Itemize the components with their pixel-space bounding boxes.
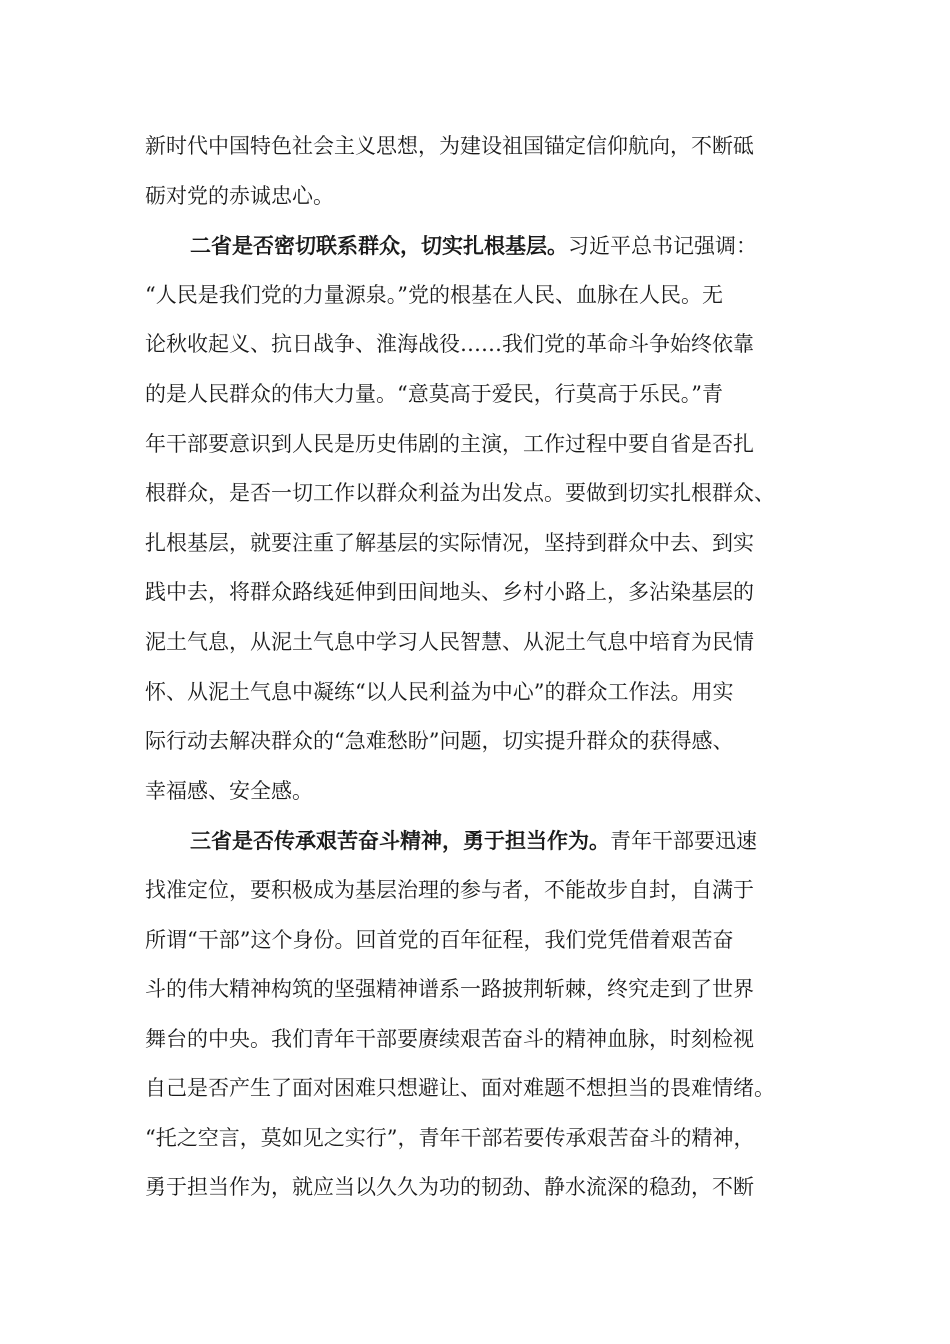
- line-text: 勇于担当作为，就应当以久久为功的韧劲、静水流深的稳劲，不断: [145, 1175, 754, 1200]
- line-text: 所谓“干部”这个身份。回首党的百年征程，我们党凭借着艰苦奋: [145, 927, 734, 952]
- line-text: 论秋收起义、抗日战争、淮海战役……我们党的革命斗争始终依靠: [145, 332, 754, 357]
- line-text: 扎根基层，就要注重了解基层的实际情况，坚持到群众中去、到实: [145, 530, 754, 555]
- line-text: 砺对党的赤诚忠心。: [145, 183, 334, 208]
- paragraph-heading: 三省是否传承艰苦奋斗精神，勇于担当作为。: [190, 828, 610, 854]
- text-line: [145, 172, 815, 222]
- text-line: [145, 271, 815, 321]
- line-text: 斗的伟大精神构筑的坚强精神谱系一路披荆斩棘，终究走到了世界: [145, 977, 754, 1002]
- text-line: [145, 320, 815, 370]
- paragraph-heading: 二省是否密切联系群众，切实扎根基层。: [190, 233, 568, 259]
- text-line: [145, 519, 815, 569]
- line-text: 自己是否产生了面对困难只想避让、面对难题不想担当的畏难情绪。: [145, 1076, 775, 1101]
- body-text: [145, 122, 815, 1213]
- text-line: [145, 668, 815, 718]
- line-text: 根群众，是否一切工作以群众利益为出发点。要做到切实扎根群众、: [145, 481, 775, 506]
- line-text: 践中去，将群众路线延伸到田间地头、乡村小路上，多沾染基层的: [145, 580, 754, 605]
- text-line: [145, 717, 815, 767]
- line-text: 找准定位，要积极成为基层治理的参与者，不能故步自封，自满于: [145, 877, 754, 902]
- text-line: [145, 370, 815, 420]
- text-line: [145, 1064, 815, 1114]
- text-line: [145, 618, 815, 668]
- line-text: 年干部要意识到人民是历史伟剧的主演，工作过程中要自省是否扎: [145, 431, 754, 456]
- text-line: [145, 221, 815, 271]
- line-text: “人民是我们党的力量源泉。”党的根基在人民、血脉在人民。无: [145, 282, 723, 307]
- line-text: 青年干部要迅速: [610, 829, 757, 854]
- line-text: 怀、从泥土气息中凝练“以人民利益为中心”的群众工作法。用实: [145, 679, 734, 704]
- line-text: 舞台的中央。我们青年干部要赓续艰苦奋斗的精神血脉，时刻检视: [145, 1026, 754, 1051]
- text-line: [145, 767, 815, 817]
- text-line: [145, 1163, 815, 1213]
- text-line: [145, 122, 815, 172]
- line-text: 的是人民群众的伟大力量。“意莫高于爱民，行莫高于乐民。”青: [145, 381, 723, 406]
- line-text: 习近平总书记强调：: [568, 234, 757, 259]
- line-text: 幸福感、安全感。: [145, 778, 313, 803]
- text-line: [145, 1114, 815, 1164]
- text-line: [145, 420, 815, 470]
- text-line: [145, 965, 815, 1015]
- text-line: [145, 568, 815, 618]
- line-text: 际行动去解决群众的“急难愁盼”问题，切实提升群众的获得感、: [145, 729, 734, 754]
- line-text: 泥土气息，从泥土气息中学习人民智慧、从泥土气息中培育为民情: [145, 629, 754, 654]
- line-text: 新时代中国特色社会主义思想，为建设祖国锚定信仰航向，不断砥: [145, 134, 754, 158]
- text-line: [145, 469, 815, 519]
- text-line: [145, 866, 815, 916]
- text-line: [145, 1015, 815, 1065]
- line-text: “托之空言，莫如见之实行”，青年干部若要传承艰苦奋斗的精神，: [145, 1125, 755, 1150]
- text-line: [145, 916, 815, 966]
- text-line: [145, 816, 815, 866]
